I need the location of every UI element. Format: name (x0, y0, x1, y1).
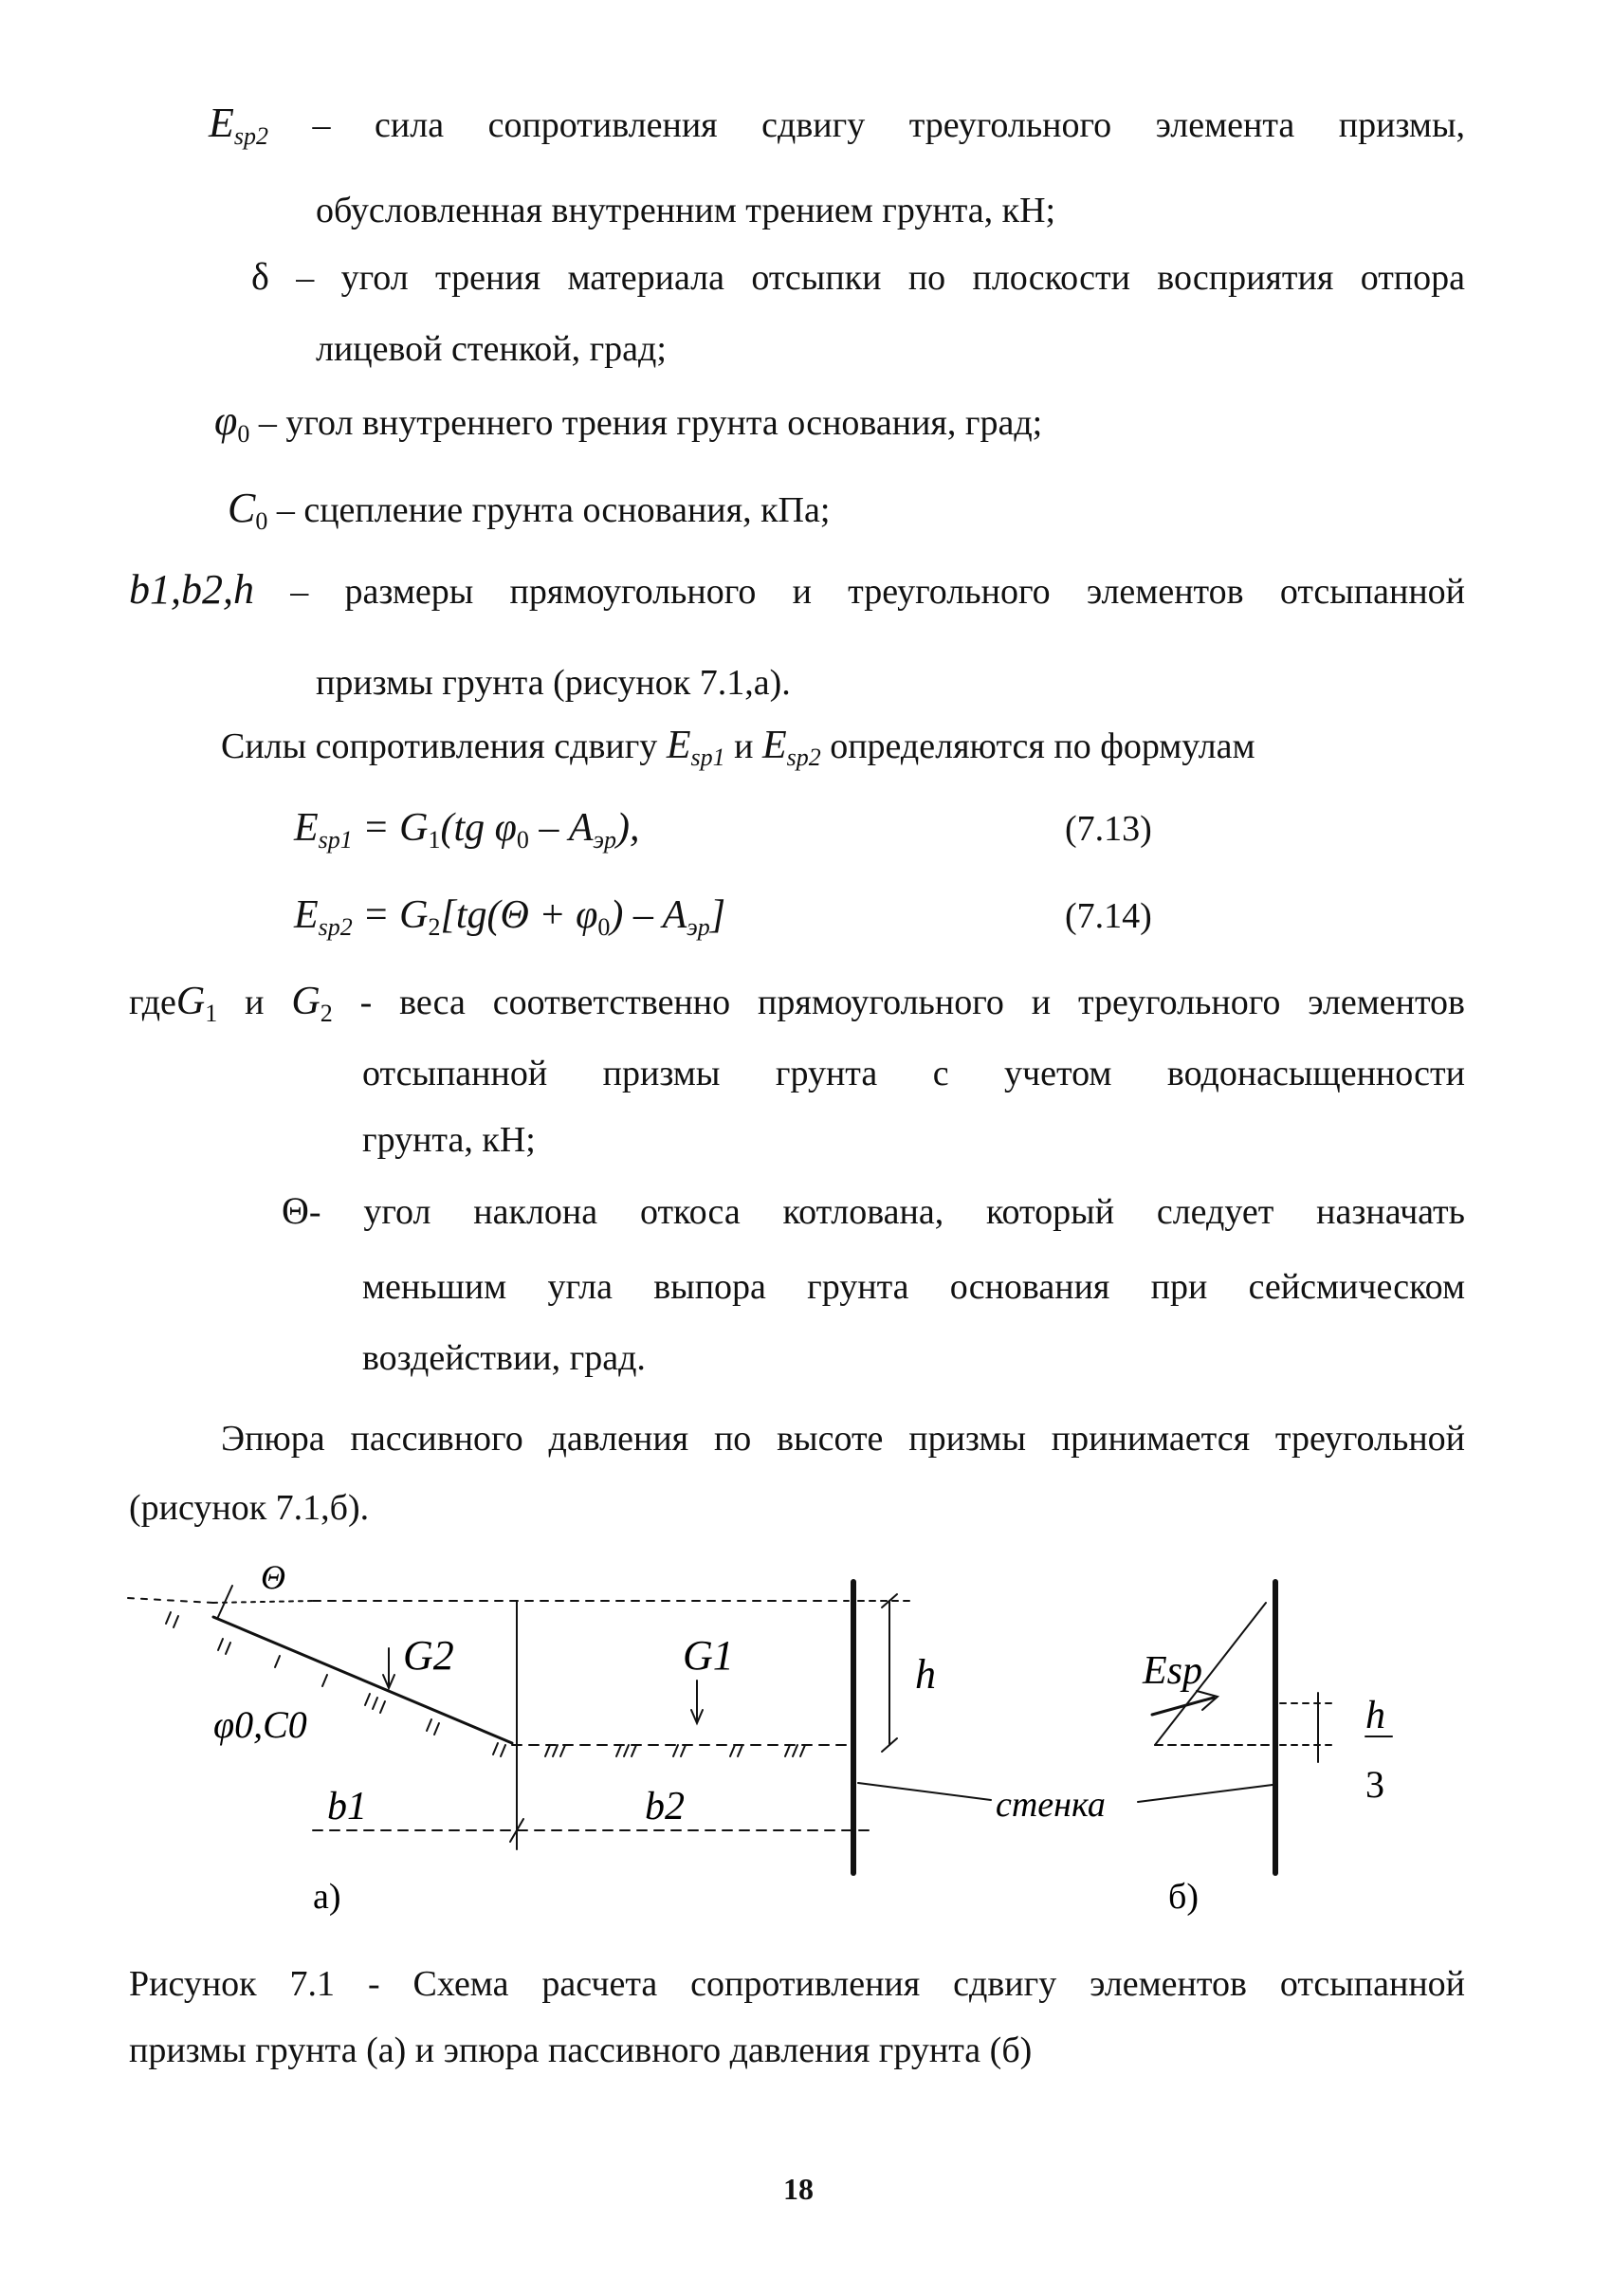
ground-surface-left (128, 1598, 213, 1603)
definition-delta-cont: лицевой стенкой, град; (316, 329, 667, 369)
definition-esp2-cont: обусловленная внутренним трением грунта, кН; (316, 191, 1056, 230)
where-g-cont2: грунта, кН; (362, 1120, 536, 1160)
equation-7-14: $E_{sp2} = G2[tg(\Theta + \varphi 0) - A_{эр}]$ (294, 893, 726, 941)
paragraph-line1: Эпюра пассивного давления по высоте призмы принимается треугольной (221, 1419, 1465, 1459)
label-theta: Θ (261, 1558, 285, 1596)
definition-text: – сцепление грунта основания, кПа; (276, 490, 831, 530)
label-phi-c: φ0,C0 (213, 1703, 307, 1746)
equation-7-13: $E_{sp1} = G1(tg$ $\varphi 0 - A_{эр}$), (294, 806, 640, 854)
paragraph-line2: (рисунок 7.1,б). (129, 1488, 370, 1528)
definition-text: – сила сопротивления сдвигу треугольного элемента призмы, (312, 105, 1466, 145)
symbol-delta: δ (251, 255, 269, 298)
figure-caption-line1: Рисунок 7.1 - Схема расчета сопротивления сдвигу элементов отсыпанной (129, 1964, 1465, 2004)
label-h-over-3-den: 3 (1365, 1763, 1384, 1806)
where-theta-cont1: меньшим угла выпора грунта основания при сейсмическом (362, 1267, 1465, 1307)
label-esp: Esp (1143, 1649, 1202, 1693)
equation-number-7-14: (7.14) (1065, 896, 1152, 936)
page-number: 18 (783, 2172, 814, 2206)
label-g1: G1 (683, 1632, 734, 1679)
definition-text: – угол трения материала отсыпки по плоскости восприятия отпора (296, 258, 1465, 298)
symbol-c0: C0 (228, 485, 268, 535)
label-g2: G2 (403, 1632, 454, 1679)
label-a: а) (313, 1877, 341, 1917)
figure-caption-line2: призмы грунта (а) и эпюра пассивного давления грунта (б) (129, 2030, 1033, 2070)
label-b: б) (1168, 1877, 1199, 1917)
symbol-phi0: φ0 (214, 397, 250, 448)
base-hatching (545, 1745, 805, 1756)
label-b1: b1 (327, 1785, 367, 1828)
where-g-cont1: отсыпанной призмы грунта с учетом водонасыщенности (362, 1054, 1465, 1093)
definition-text: – размеры прямоугольного и треугольного элементов отсыпанной (290, 572, 1466, 612)
symbol-theta: Θ (282, 1189, 309, 1232)
symbol-b1-b2-h: b1,b2,h (129, 566, 254, 613)
label-h: h (915, 1651, 936, 1698)
wall-label-line-a (858, 1783, 991, 1800)
where-g1-g2: гдеG1 и G2 - веса соответственно прямоугольного и треугольного элементов (129, 980, 1465, 1027)
equation-number-7-13: (7.13) (1065, 809, 1152, 849)
intro-line: Силы сопротивления сдвигу $E_{sp1}$ и $E_{sp2}$ определяются по формулам (221, 724, 1255, 771)
label-wall: стенка (996, 1785, 1106, 1825)
theta-marker (218, 1586, 232, 1617)
definition-b1-b2-h-cont: призмы грунта (рисунок 7.1,а). (316, 663, 791, 703)
definition-text: – угол внутреннего трения грунта основания, град; (258, 403, 1043, 443)
label-b2: b2 (645, 1785, 685, 1828)
where-theta: Θ- угол наклона откоса котлована, который следует назначать (282, 1189, 1465, 1232)
symbol-esp2: $E_{sp2}$ (209, 100, 269, 150)
esp-arrow (1152, 1698, 1214, 1715)
wall-label-line-b (1138, 1785, 1273, 1802)
label-h-over-3-num: h (1365, 1694, 1385, 1737)
where-theta-cont2: воздействии, град. (362, 1338, 646, 1378)
